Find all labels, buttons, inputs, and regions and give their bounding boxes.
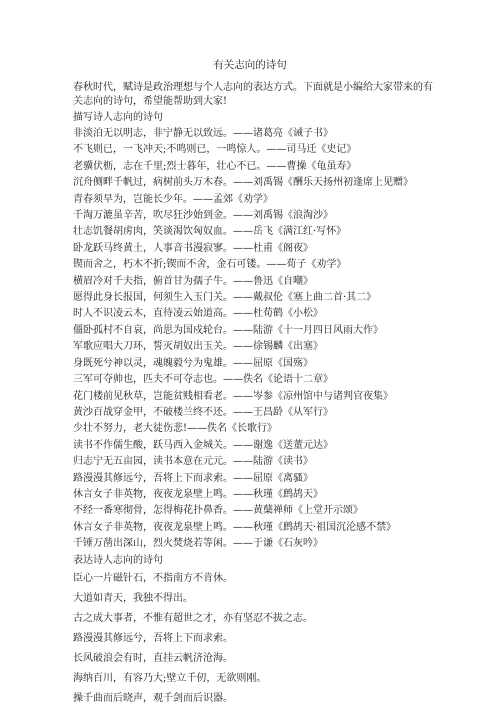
poem-line: 老骥伏枥，志在千里;烈士暮年，壮心不已。——曹操《龟虽寿》 xyxy=(73,160,357,172)
poem-line: 操千曲而后晓声，观千剑而后识器。 xyxy=(73,692,233,704)
intro-paragraph: 春秋时代，赋诗是政治理想与个人志向的表达方式。下面就是小编给大家带来的有关志向的诗句，希望能帮助到大家! xyxy=(73,82,433,107)
poem-line: 路漫漫其修远兮，吾将上下而求索。——屈原《离骚》 xyxy=(73,472,313,484)
poem-list-express xyxy=(73,569,500,709)
poem-line: 壮志饥餐胡虏肉，笑谈渴饮匈奴血。——岳飞《满江红·写怀》 xyxy=(73,226,347,238)
poem-line: 花门楼前见秋草，岂能贫贱相看老。——岑参《凉州馆中与诸判官夜集》 xyxy=(73,390,393,402)
poem-line: 千锤万凿出深山，烈火焚烧若等闲。——于谦《石灰吟》 xyxy=(73,538,323,550)
poem-line: 僵卧孤村不自哀，尚思为国戍轮台。——陆游《十一月四日风雨大作》 xyxy=(73,324,383,336)
poem-line: 千淘万漉虽辛苦，吹尽狂沙始到金。——刘禹锡《浪淘沙》 xyxy=(73,210,333,222)
poem-line: 非淡泊无以明志，非宁静无以致远。——诸葛亮《诫子书》 xyxy=(73,128,333,139)
poem-line: 黄沙百战穿金甲，不破楼兰终不还。——王昌龄《从军行》 xyxy=(73,406,333,418)
poem-line: 沉舟侧畔千帆过，病树前头万木春。——刘禹锡《酬乐天扬州初逢席上见赠》 xyxy=(73,177,413,189)
poem-line: 古之成大事者，不惟有超世之才，亦有坚忍不拔之志。 xyxy=(73,612,313,624)
poem-line: 长风破浪会有时，直挂云帆济沧海。 xyxy=(73,652,233,664)
poem-list-describe xyxy=(73,126,500,553)
poem-line: 军歌应唱大刀环，誓灭胡奴出玉关。——徐锡麟《出塞》 xyxy=(73,341,323,353)
poem-line: 不飞则已，一飞冲天;不鸣则已，一鸣惊人。——司马迁《史记》 xyxy=(73,144,357,156)
poem-line: 归志宁无五亩园，读书本意在元元。——陆游《读书》 xyxy=(73,456,313,468)
poem-line: 愿得此身长报国，何须生入玉门关。——戴叔伦《塞上曲二首·其二》 xyxy=(73,292,377,304)
poem-line: 大道如青天，我独不得出。 xyxy=(73,592,193,604)
poem-line: 横眉冷对千夫指，俯首甘为孺子牛。——鲁迅《自嘲》 xyxy=(73,275,313,287)
document-title: 有关志向的诗句 xyxy=(213,59,287,71)
poem-line: 不经一番寒彻骨，怎得梅花扑鼻香。——黄蘖禅师《上堂开示颂》 xyxy=(73,505,363,517)
poem-line: 身既死兮神以灵，魂魄毅兮为鬼雄。——屈原《国殇》 xyxy=(73,357,313,369)
poem-line: 时人不识凌云木，直待凌云始道高。——杜荀鹤《小松》 xyxy=(73,308,323,320)
poem-line: 休言女子非英物，夜夜龙泉壁上鸣。——秋瑾《鹧鸪天·祖国沉沦感不禁》 xyxy=(73,521,397,533)
poem-line: 休言女子非英物，夜夜龙泉壁上鸣。——秋瑾《鹧鸪天》 xyxy=(73,488,323,500)
poem-line: 读书不作儒生酸，跃马西入金城关。——谢逸《送董元达》 xyxy=(73,439,333,451)
poem-line: 少壮不努力，老大徒伤悲!——佚名《长歌行》 xyxy=(73,423,278,435)
poem-line: 海纳百川，有容乃大;壁立千仞，无欲则刚。 xyxy=(73,672,267,684)
poem-line: 青春须早为，岂能长少年。——孟郊《劝学》 xyxy=(73,193,273,205)
poem-line: 锲而舍之，朽木不折;锲而不舍，金石可镂。——荀子《劝学》 xyxy=(73,259,347,271)
poem-line: 路漫漫其修远兮，吾将上下而求索。 xyxy=(73,632,233,644)
section-heading-express: 表达诗人志向的诗句 xyxy=(73,554,163,566)
poem-line: 卧龙跃马终黄土，人事音书漫寂寥。——杜甫《阁夜》 xyxy=(73,242,313,254)
poem-line: 三军可夺帅也，匹夫不可夺志也。——佚名《论语十二章》 xyxy=(73,374,333,386)
poem-line: 臣心一片磁针石，不指南方不肯休。 xyxy=(73,572,233,584)
section-heading-describe: 描写诗人志向的诗句 xyxy=(73,112,163,123)
